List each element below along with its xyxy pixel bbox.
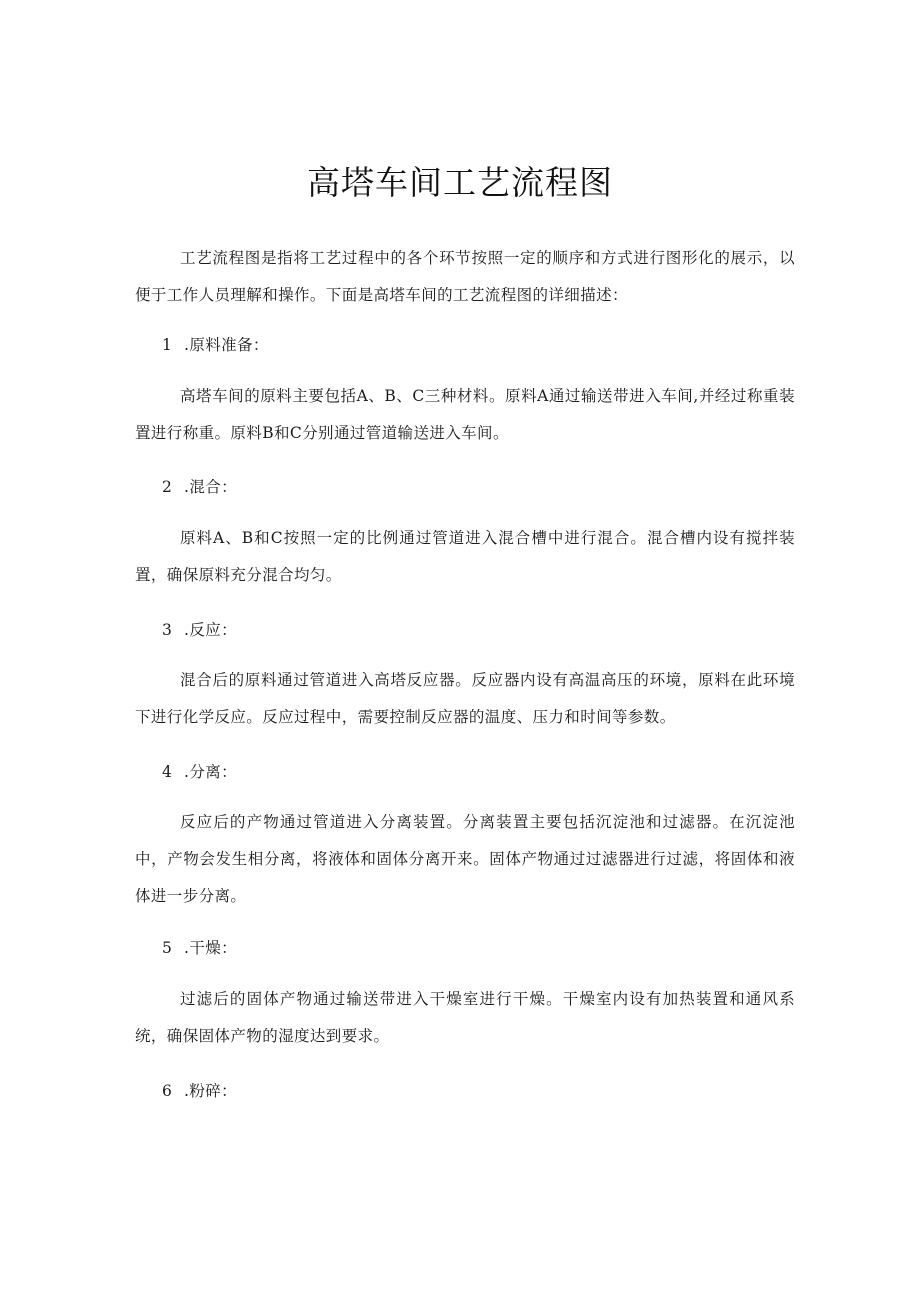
document-title: 高塔车间工艺流程图: [307, 163, 613, 202]
section-heading-label: .混合：: [184, 478, 238, 496]
section-heading-1: [162, 333, 269, 357]
section-number: 2: [162, 478, 173, 496]
section-heading-label: .干燥：: [184, 939, 238, 957]
section-heading-label: .反应：: [184, 621, 238, 639]
section-number: 4: [162, 763, 173, 781]
section-heading-2: [162, 475, 237, 499]
section-heading-3: [162, 618, 237, 642]
section-number: 1: [162, 336, 173, 354]
section-heading-5: [162, 936, 237, 960]
section-body-1: 高塔车间的原料主要包括A、B、C三种材料。原料A通过输送带进入车间,并经过称重装置进行称重。原料B和C分别通过管道输送进入车间。: [135, 387, 795, 442]
section-heading-6: [162, 1079, 237, 1103]
section-body-3: 混合后的原料通过管道进入高塔反应器。反应器内设有高温高压的环境，原料在此环境下进行化学反应。反应过程中，需要控制反应器的温度、压力和时间等参数。: [135, 671, 795, 726]
section-heading-label: .粉碎：: [184, 1082, 238, 1100]
section-number: 5: [162, 939, 173, 957]
intro-paragraph: 工艺流程图是指将工艺过程中的各个环节按照一定的顺序和方式进行图形化的展示，以便于工作人员理解和操作。下面是高塔车间的工艺流程图的详细描述：: [135, 249, 795, 304]
section-heading-label: .分离：: [184, 763, 238, 781]
section-body-2: 原料A、B和C按照一定的比例通过管道进入混合槽中进行混合。混合槽内设有搅拌装置，确保原料充分混合均匀。: [135, 529, 795, 584]
section-body-5: 过滤后的固体产物通过输送带进入干燥室进行干燥。干燥室内设有加热装置和通风系统，确保固体产物的湿度达到要求。: [135, 990, 795, 1045]
section-heading-4: [162, 760, 237, 784]
section-heading-label: .原料准备：: [184, 336, 269, 354]
section-number: 3: [162, 621, 173, 639]
section-number: 6: [162, 1082, 173, 1100]
section-body-4: 反应后的产物通过管道进入分离装置。分离装置主要包括沉淀池和过滤器。在沉淀池中，产物会发生相分离，将液体和固体分离开来。固体产物通过过滤器进行过滤，将固体和液体进一步分离。: [135, 813, 795, 905]
